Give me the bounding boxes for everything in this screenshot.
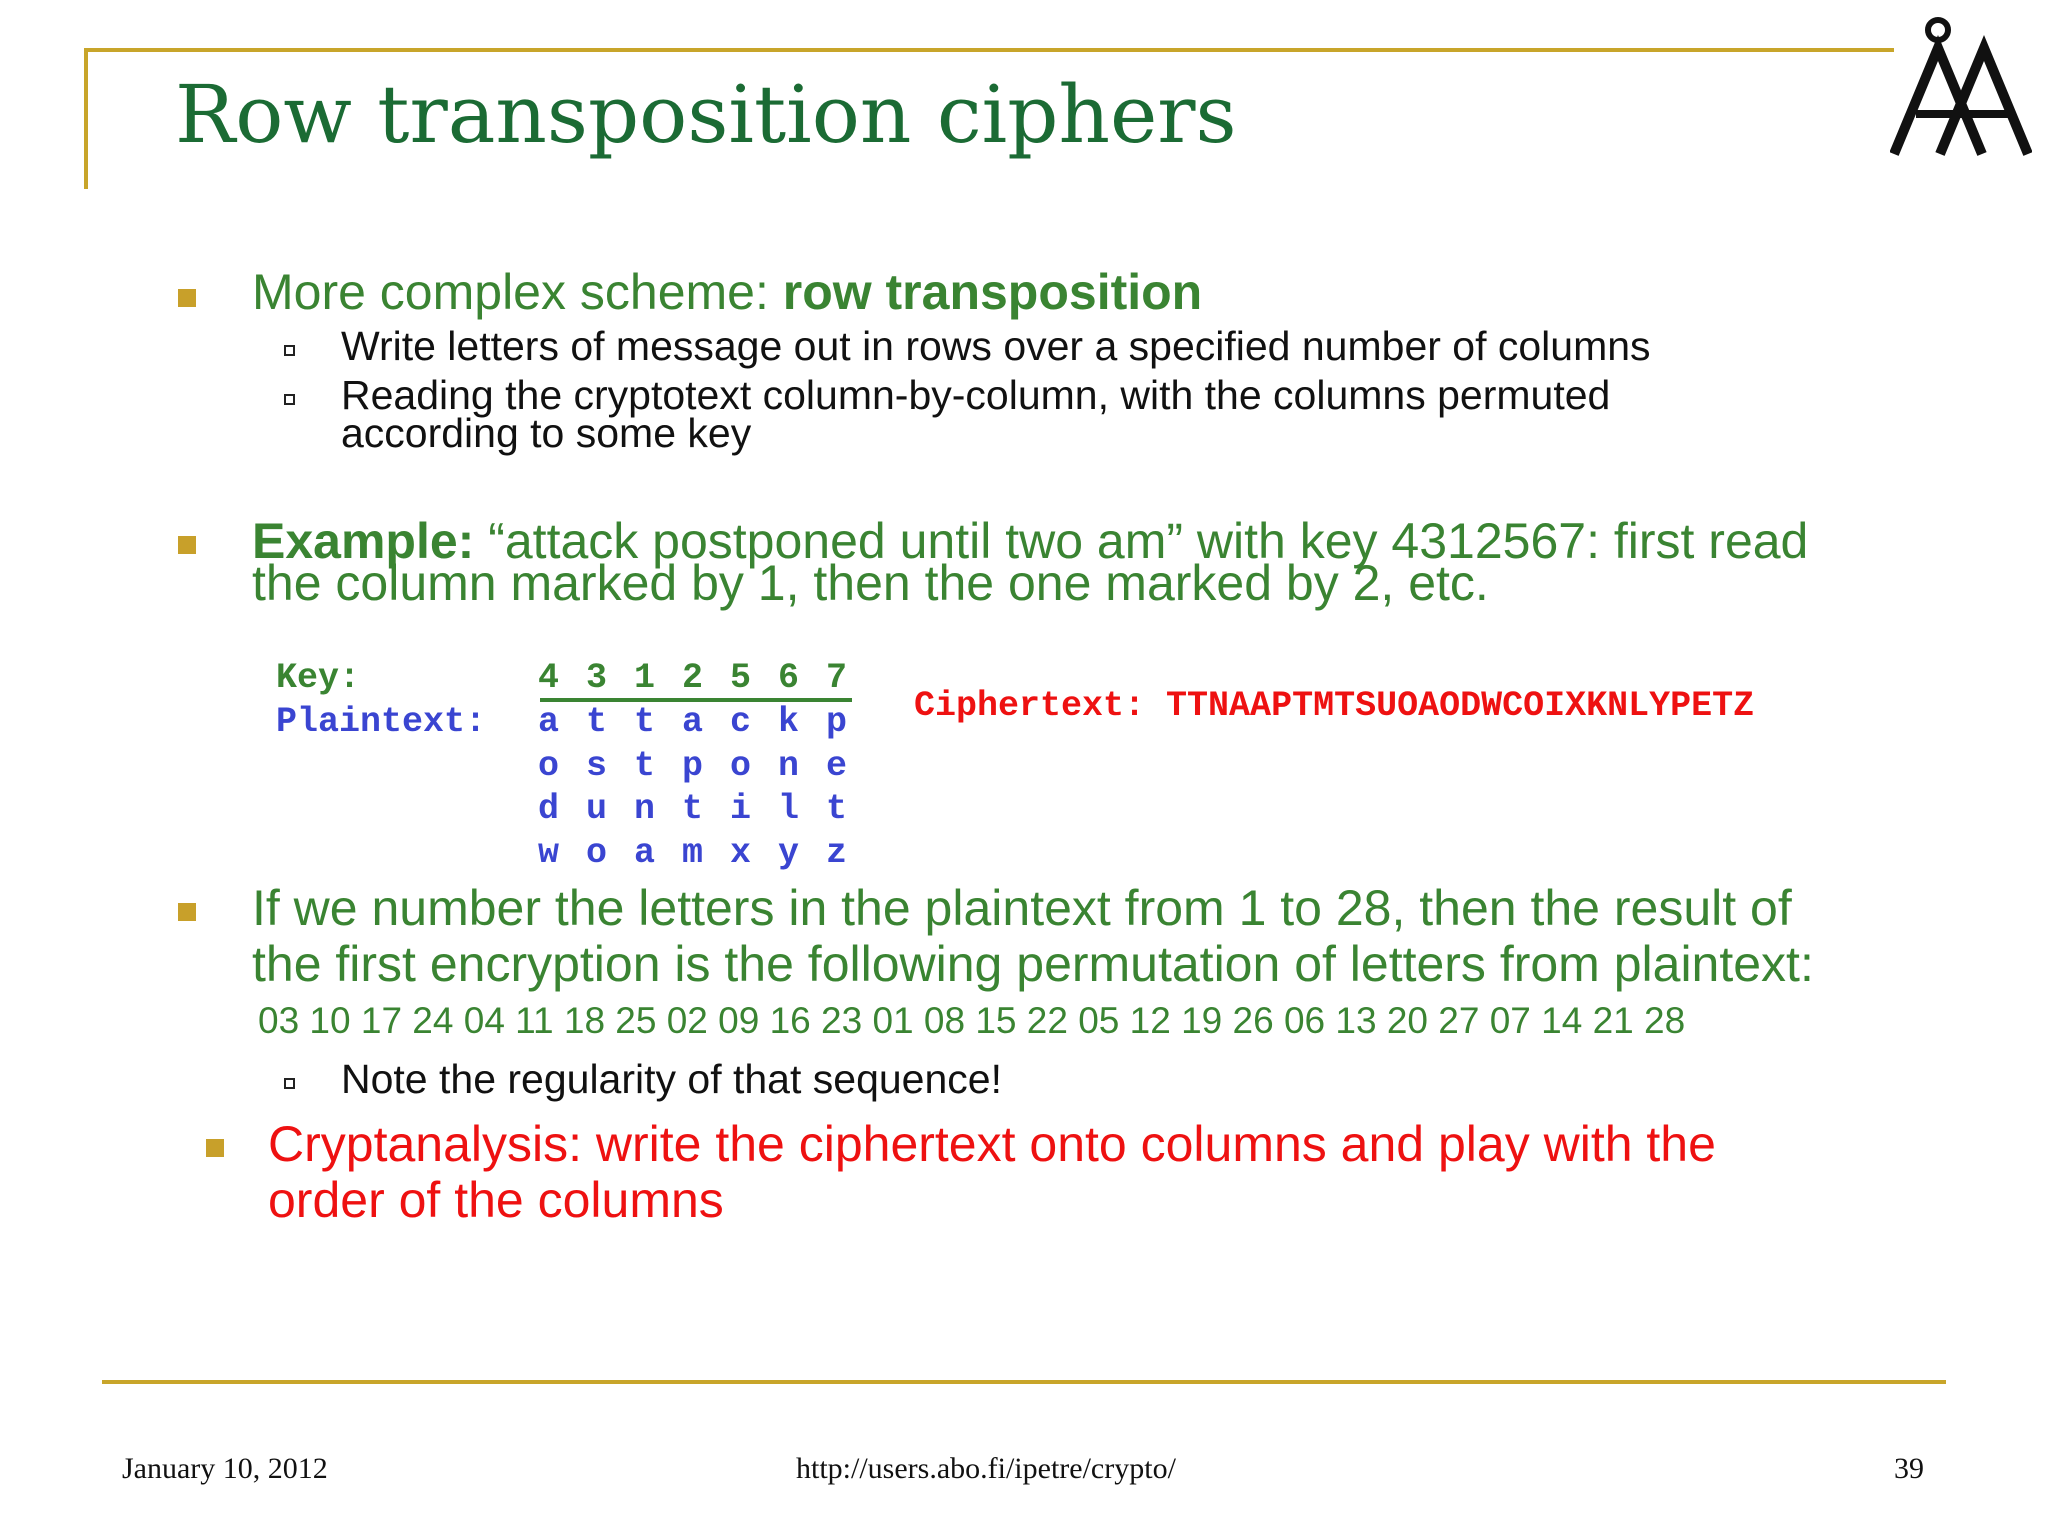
- plaintext-letter: c: [730, 702, 752, 742]
- sub-bullet-text: Write letters of message out in rows over a specified number of columns: [341, 323, 1651, 369]
- bullet-text-cont: the first encryption is the following permutation of letters from plaintext:: [252, 936, 1814, 992]
- plaintext-row: [538, 702, 874, 742]
- bullet-marker: [178, 903, 196, 921]
- plaintext-letter: k: [778, 702, 800, 742]
- key-digit: 1: [634, 658, 656, 698]
- footer-url: http://users.abo.fi/ipetre/crypto/: [796, 1452, 1176, 1485]
- top-rule: [84, 48, 1894, 52]
- plaintext-letter: l: [778, 789, 800, 829]
- bullet-text-cont: order of the columns: [268, 1172, 724, 1228]
- key-label: Key:: [276, 658, 361, 698]
- plaintext-letter: t: [682, 789, 704, 829]
- bullet-emphasis: Example:: [252, 513, 475, 569]
- plaintext-letter: i: [730, 789, 752, 829]
- plaintext-letter: o: [586, 833, 608, 873]
- bullet-marker: [178, 289, 196, 307]
- bullet-marker: [206, 1139, 224, 1157]
- plaintext-row: [538, 746, 874, 786]
- bullet-text: [252, 264, 1203, 320]
- bullet-text: If we number the letters in the plaintext from 1 to 28, then the result of: [252, 880, 1792, 936]
- plaintext-letter: e: [826, 746, 848, 786]
- plaintext-letter: u: [586, 789, 608, 829]
- footer-date: January 10, 2012: [122, 1452, 328, 1485]
- plaintext-letter: t: [634, 702, 656, 742]
- plaintext-letter: x: [730, 833, 752, 873]
- bullet-emphasis: row transposition: [782, 264, 1203, 320]
- sub-bullet-text: Reading the cryptotext column-by-column, with the columns permuted: [341, 372, 1611, 418]
- bullet-lead: More complex scheme:: [252, 264, 783, 320]
- plaintext-letter: z: [826, 833, 848, 873]
- plaintext-row: [538, 789, 874, 829]
- bottom-rule: [102, 1380, 1946, 1384]
- plaintext-letter: m: [682, 833, 704, 873]
- bullet-text: Cryptanalysis: write the ciphertext onto columns and play with the: [268, 1116, 1716, 1172]
- plaintext-letter: p: [682, 746, 704, 786]
- plaintext-letter: s: [586, 746, 608, 786]
- slide-title: Row transposition ciphers: [175, 68, 1237, 161]
- plaintext-letter: t: [586, 702, 608, 742]
- university-logo: [1890, 14, 2032, 156]
- bullet-rest: “attack postponed until two am” with key 4312567: first read: [474, 513, 1809, 569]
- left-rule: [84, 48, 88, 189]
- bullet-marker: [178, 536, 196, 554]
- sub-bullet-marker: [284, 394, 295, 405]
- plaintext-letter: a: [634, 833, 656, 873]
- sub-bullet-text-cont: according to some key: [341, 410, 752, 456]
- sub-bullet-marker: [284, 345, 295, 356]
- plaintext-letter: o: [730, 746, 752, 786]
- plaintext-label: Plaintext:: [276, 702, 487, 742]
- plaintext-letter: t: [634, 746, 656, 786]
- plaintext-letter: p: [826, 702, 848, 742]
- plaintext-letter: a: [682, 702, 704, 742]
- plaintext-letter: w: [538, 833, 560, 873]
- ciphertext-value: TTNAAPTMTSUOAODWCOIXKNLYPETZ: [1166, 686, 1755, 726]
- plaintext-letter: t: [826, 789, 848, 829]
- key-digit: 4: [538, 658, 560, 698]
- ciphertext-label: Ciphertext:: [914, 686, 1167, 726]
- permutation-sequence: 03 10 17 24 04 11 18 25 02 09 16 23 01 08 15 22 05 12 19 26 06 13 20 27 07 14 21 28: [258, 1000, 1686, 1041]
- sub-bullet-marker: [284, 1078, 295, 1089]
- key-row: [538, 658, 874, 698]
- key-digit: 7: [826, 658, 848, 698]
- key-digit: 6: [778, 658, 800, 698]
- key-digit: 2: [682, 658, 704, 698]
- plaintext-letter: d: [538, 789, 560, 829]
- bullet-text-cont: the column marked by 1, then the one marked by 2, etc.: [252, 555, 1489, 611]
- plaintext-letter: a: [538, 702, 560, 742]
- sub-bullet-text: Note the regularity of that sequence!: [341, 1056, 1002, 1102]
- key-digit: 3: [586, 658, 608, 698]
- plaintext-letter: n: [778, 746, 800, 786]
- ciphertext-line: [914, 686, 1754, 726]
- page-number: 39: [1894, 1452, 1924, 1485]
- plaintext-letter: o: [538, 746, 560, 786]
- plaintext-letter: n: [634, 789, 656, 829]
- key-digit: 5: [730, 658, 752, 698]
- plaintext-row: [538, 833, 874, 873]
- plaintext-letter: y: [778, 833, 800, 873]
